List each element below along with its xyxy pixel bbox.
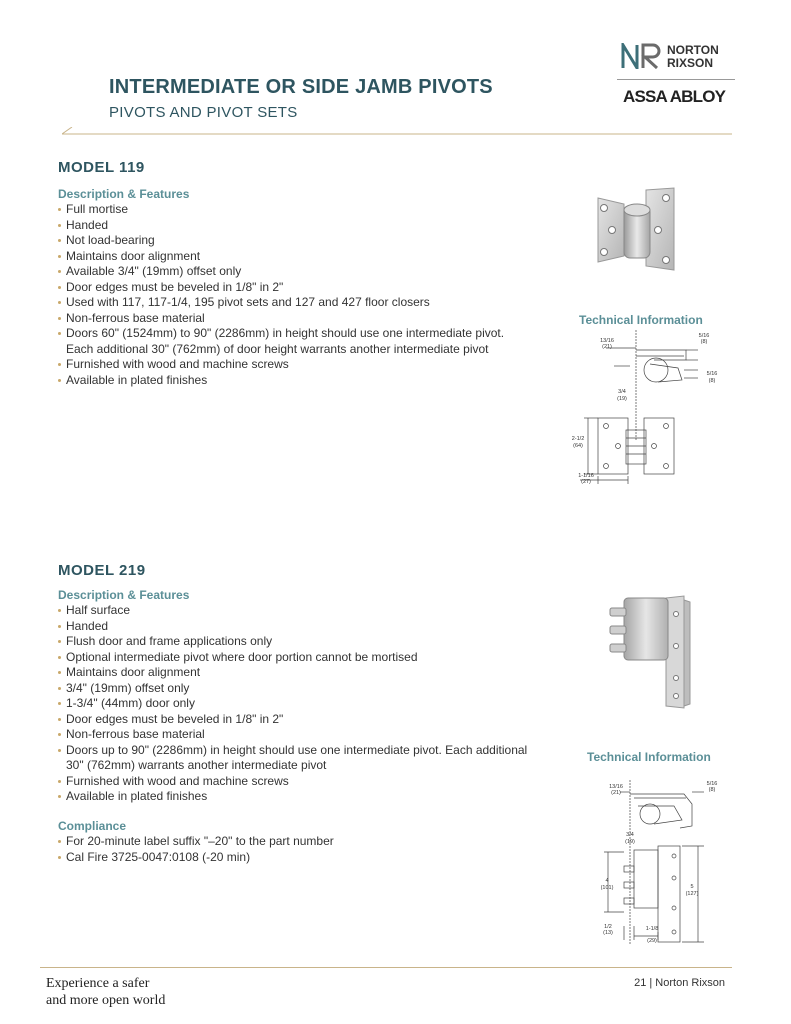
nr-logo-icon [621,43,665,69]
list-item: Used with 117, 117-1/4, 195 pivot sets and 127 and 427 floor closers [58,295,533,311]
list-item: Non-ferrous base material [58,311,533,327]
dim-label: 5/16 [706,371,718,377]
list-item: Flush door and frame applications only [58,634,533,650]
footer-tagline [46,975,165,1009]
model-119-product-image [594,186,678,272]
dim-label: (29) [647,938,657,944]
page-title: INTERMEDIATE OR SIDE JAMB PIVOTS [109,76,493,98]
dim-label: (21) [602,344,612,350]
list-item: Handed [58,619,533,635]
tagline-line-1: Experience a safer [46,976,150,991]
list-item: Furnished with wood and machine screws [58,357,533,373]
dim-label: 2-1/2 [571,436,585,442]
dim-label: (19) [625,839,635,845]
model-219-product-image [606,594,696,710]
dim-label: 5/16 [706,781,718,787]
list-item: 1-3/4" (44mm) door only [58,696,533,712]
list-item: Half surface [58,603,533,619]
tagline-line-2: and more open world [46,993,166,1008]
dim-label: (8) [708,787,716,793]
dim-label: 4 [605,878,609,884]
dim-label: (8) [700,339,708,345]
model-219-compliance-list [58,834,533,865]
dim-label: 3/4 [626,832,634,838]
logo-divider [617,79,735,80]
list-item: Furnished with wood and machine screws [58,774,533,790]
list-item: Cal Fire 3725-0047:0108 (-20 min) [58,850,533,866]
list-item: Doors 60" (1524mm) to 90" (2286mm) in height should use one intermediate pivot. Each additional 30" (762mm) of door height warrants another intermediate pivot [58,326,533,357]
dim-label: 1/2 [604,924,612,930]
logo-text-norton: NORTON [667,43,719,57]
dim-label: 13/16 [609,784,623,790]
list-item: Maintains door alignment [58,249,533,265]
model-219-title: MODEL 219 [58,562,146,579]
dim-label: (19) [617,396,627,402]
model-119-title: MODEL 119 [58,159,145,176]
list-item: Maintains door alignment [58,665,533,681]
model-119-features-heading: Description & Features [58,187,190,201]
dim-label: (101) [600,885,614,891]
list-item: Optional intermediate pivot where door portion cannot be mortised [58,650,533,666]
dim-label: 5/16 [698,333,710,339]
list-item: Available in plated finishes [58,373,533,389]
dim-label: (127) [685,891,699,897]
list-item: Non-ferrous base material [58,727,533,743]
dim-label: (13) [603,930,613,936]
dim-label: 3/4 [618,389,626,395]
list-item: Not load-bearing [58,233,533,249]
dim-label: (8) [708,378,716,384]
list-item: For 20-minute label suffix "–20" to the part number [58,834,533,850]
list-item: Full mortise [58,202,533,218]
model-219-compliance-heading: Compliance [58,819,127,833]
dim-label: (27) [581,479,591,485]
page-number: 21 | Norton Rixson [634,977,725,989]
logo-text-rixson: RIXSON [667,56,714,70]
dim-label: 5 [690,884,694,890]
model-219-features-heading: Description & Features [58,588,190,602]
header-rule [62,127,734,135]
model-119-feature-list [58,202,533,388]
list-item: 3/4" (19mm) offset only [58,681,533,697]
list-item: Available 3/4" (19mm) offset only [58,264,533,280]
model-119-tech-heading: Technical Information [579,313,703,327]
dim-label: 13/16 [600,338,614,344]
dim-label: 1-1/16 [578,473,594,479]
model-219-tech-heading: Technical Information [587,750,711,764]
dim-label: (64) [573,443,583,449]
list-item: Door edges must be beveled in 1/8" in 2" [58,280,533,296]
model-119-technical-drawing [566,330,726,490]
logo-text-assa-abloy: ASSA ABLOY [623,87,726,106]
norton-rixson-logo [617,43,735,109]
list-item: Door edges must be beveled in 1/8" in 2" [58,712,533,728]
model-219-technical-drawing [594,776,734,946]
list-item: Available in plated finishes [58,789,533,805]
dim-label: (21) [611,790,621,796]
dim-label: 1-1/8 [645,926,659,932]
list-item: Handed [58,218,533,234]
model-219-feature-list [58,603,533,805]
footer-rule [40,967,732,968]
page-subtitle: PIVOTS AND PIVOT SETS [109,104,298,121]
list-item: Doors up to 90" (2286mm) in height should use one intermediate pivot. Each additional 30" (762mm) warrants another intermediate pivot [58,743,533,774]
